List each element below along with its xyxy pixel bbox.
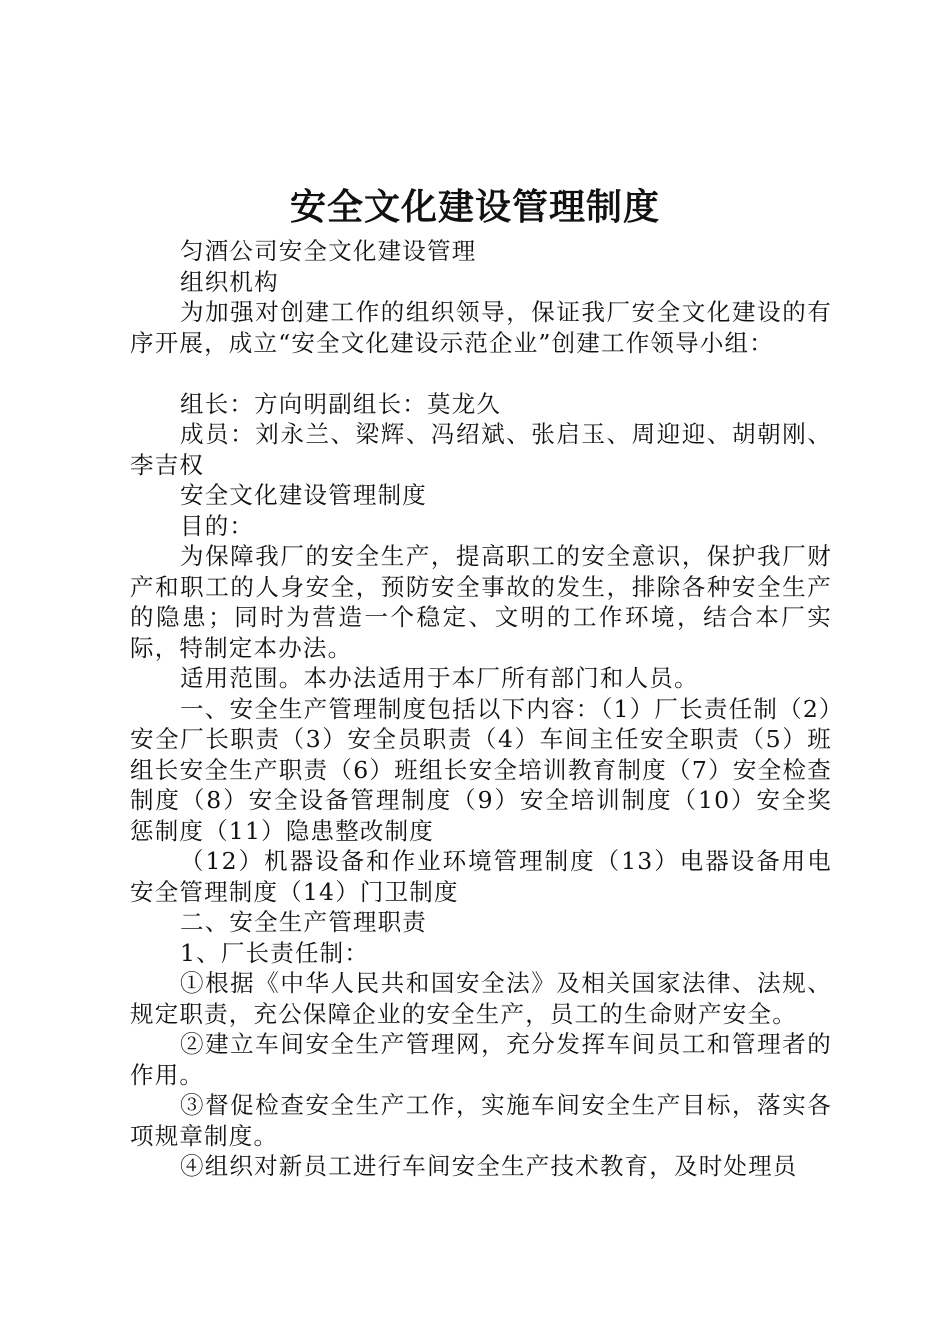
paragraph-group-leaders: 组长：方向明副组长：莫龙久: [180, 389, 502, 418]
paragraph-scope: 适用范围。本办法适用于本厂所有部门和人员。: [180, 664, 699, 692]
list-item-1: ①根据《中华人民共和国安全法》及相关国家法律、法规、规定职责，充公保障企业的安全生产，员工的生命财产安全。: [130, 969, 832, 1028]
list-item-3: ③督促检查安全生产工作，实施车间安全生产目标，落实各项规章制度。: [130, 1091, 832, 1150]
paragraph-purpose: 为保障我厂的安全生产，提高职工的安全意识，保护我厂财产和职工的人身安全，预防安全事故的发生，排除各种安全生产的隐患；同时为营造一个稳定、文明的工作环境，结合本厂实际，特制定本办法。: [130, 542, 832, 662]
document-title: 安全文化建设管理制度: [289, 187, 660, 228]
blank-line: [130, 358, 832, 389]
list-item-4: ④组织对新员工进行车间安全生产技术教育，及时处理员: [180, 1152, 798, 1180]
section-heading-organization: 组织机构: [180, 267, 279, 296]
section-heading-regulation: 安全文化建设管理制度: [180, 481, 427, 509]
section-heading-responsibilities: 二、安全生产管理职责: [180, 908, 427, 936]
list-item-2: ②建立车间安全生产管理网，充分发挥车间员工和管理者的作用。: [130, 1030, 832, 1089]
paragraph-regulation-list: 一、安全生产管理制度包括以下内容：（1）厂长责任制（2）安全厂长职责（3）安全员职责（4）车间主任安全职责（5）班组长安全生产职责（6）班组长安全培训教育制度（7）安全检查制度（8）安全设备管理制度（9）安全培训制度（10）安全奖惩制度（11）隐患整改制度: [130, 694, 832, 845]
paragraph-group-members: 成员：刘永兰、梁辉、冯绍斌、张启玉、周迎迎、胡朝刚、李吉权: [130, 420, 832, 479]
company-heading: 匀酒公司安全文化建设管理: [180, 237, 477, 265]
paragraph-leadership-group: 为加强对创建工作的组织领导，保证我厂安全文化建设的有序开展，成立“安全文化建设示范企业”创建工作领导小组：: [130, 298, 832, 357]
document-body: [130, 236, 832, 1182]
paragraph-regulation-list-continued: （12）机器设备和作业环境管理制度（13）电器设备用电安全管理制度（14）门卫制度: [130, 847, 832, 906]
subsection-heading-director: 1、厂长责任制：: [180, 938, 370, 967]
section-heading-purpose: 目的：: [180, 511, 255, 540]
